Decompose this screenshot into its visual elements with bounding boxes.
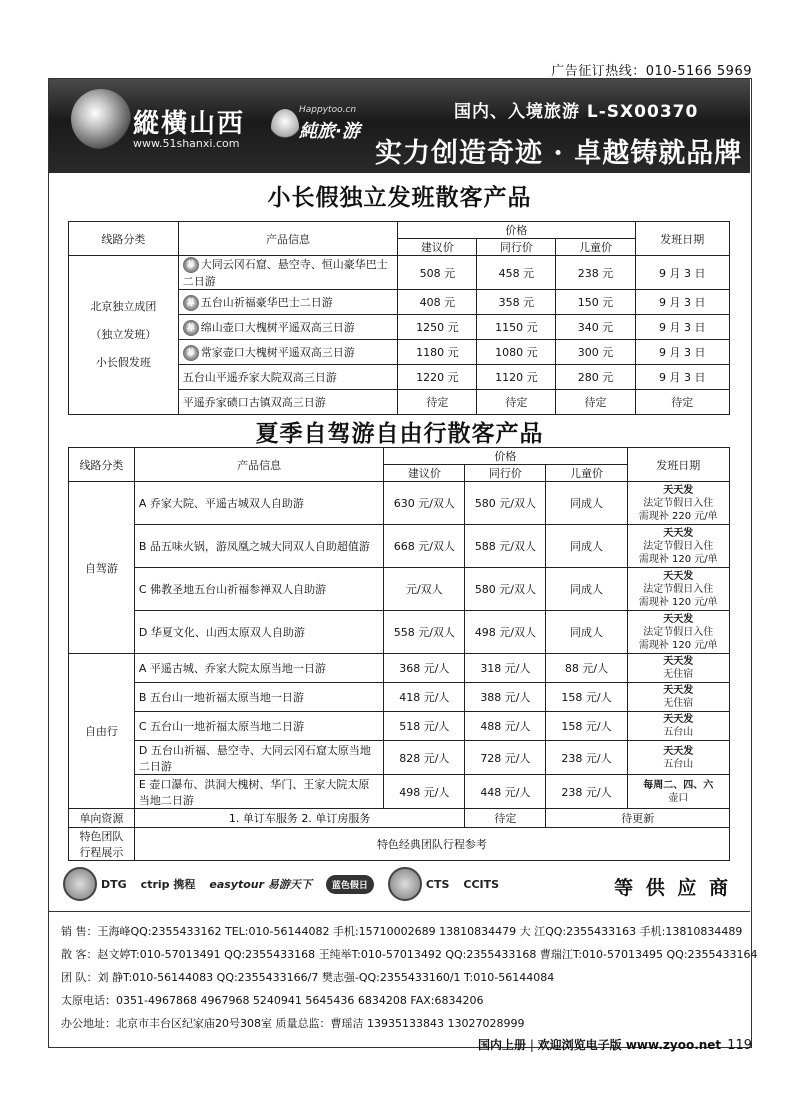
logo-ctrip: ctrip 携程 [140,878,196,891]
logo-cts: CTS [388,867,450,901]
date-cell: 每周二、四、六 壶口 [627,775,729,809]
category-cell: 北京独立成团 （独立发班） 小长假发班 [69,256,179,415]
logo-blue-holiday: 蓝色假日 [326,875,374,894]
header-suggested: 建议价 [398,239,477,256]
product-cell: B 品五味火锅，游凤凰之城大同双人自助超值游 [134,525,383,568]
logo-ccits: CCITS [463,877,500,891]
date-cell: 天天发 法定节假日入住 需现补 120 元/单 [627,525,729,568]
dtg-icon [63,867,97,901]
header-category: 线路分类 [69,448,135,482]
header-trade: 同行价 [465,465,546,482]
header-banner [49,79,750,173]
single-resource-label: 单向资源 [69,809,135,828]
group-label: 特色团队 行程展示 [69,828,135,861]
single-resource-content: 1. 单订车服务 2. 单订房服务 [134,809,464,828]
partner-logo-icon [271,109,299,145]
contact-address: 办公地址：北京市丰台区纪家庙20号308室 质量总监：曹瑶洁 13935133843 13027028999 [61,1017,525,1030]
group-content: 特色经典团队行程参考 [134,828,729,861]
company-name: 縱橫山西 [133,109,246,139]
product-cell: B 五台山一地祈福太原当地一日游 [134,683,383,712]
product-cell: 荐 绵山壶口大槐树平遥双高三日游 [178,315,398,340]
header-product: 产品信息 [134,448,383,482]
contact-sales: 销 售：王海峰QQ:2355433162 TEL:010-56144082 手机:15710002689 13810834479 大 江QQ:2355433163 手机:13810834489 [61,925,743,938]
product-cell: D 五台山祈福、悬空寺、大同云冈石窟太原当地二日游 [134,741,383,775]
partner-url: Happytoo.cn [299,105,357,115]
recommend-badge-icon: 荐 [183,345,199,361]
cts-icon [388,867,422,901]
header-date: 发班日期 [627,448,729,482]
partner-name: 純旅·游 [299,121,360,142]
page-number: 119 [727,1038,752,1053]
date-cell: 天天发 无住宿 [627,654,729,683]
product-cell: D 华夏文化、山西太原双人自助游 [134,611,383,654]
category-self-drive: 自驾游 [69,482,135,654]
header-product: 产品信息 [178,222,398,256]
product-cell: A 乔家大院、平遥古城双人自助游 [134,482,383,525]
header-date: 发班日期 [635,222,729,256]
header-child: 儿童价 [556,239,635,256]
company-logo-icon [71,89,131,149]
contact-info [49,911,758,1035]
advertisement-page [48,78,758,1048]
product-cell: 荐 五台山祈福豪华巴士二日游 [178,290,398,315]
date-cell: 天天发 五台山 [627,712,729,741]
recommend-badge-icon: 荐 [183,257,199,273]
date-cell: 天天发 无住宿 [627,683,729,712]
product-cell: 五台山平遥乔家大院双高三日游 [178,365,398,390]
date-cell: 天天发 法定节假日入住 需现补 120 元/单 [627,568,729,611]
holiday-products-table: 线路分类 产品信息 价格 发班日期 建议价 同行价 儿童价 北京独立成团 （独立发班） 小长假发班 荐 大同云冈石窟、悬空寺、恒山豪华巴士二日游 508 元 458 元 238 元 9 月 3 日 荐 五台山祈福豪华巴士二日游 408 元 358 元 150 元 9 月 3 日 荐 绵山壶口大槐树平遥双高三日游 1250 元 1150 元 340 元 9 月 3 日 荐 常家壶口大槐树平遥双高三日游 1180 元 1080 元 300 元 9 月 3 日 五台山平遥乔家大院双高三日游 1220 元 1120 元 280 元 9 月 3 日 平遥乔家碛口古镇双高三日游 待定 待定 待定 待定 [68,221,730,415]
recommend-badge-icon: 荐 [183,320,199,336]
footer-ebook: 欢迎浏览电子版 www.zyoo.net [537,1038,722,1052]
license-number: 国内、入境旅游 L-SX00370 [454,102,699,122]
footer-volume: 国内上册 [477,1038,526,1052]
product-cell: A 平遥古城、乔家大院太原当地一日游 [134,654,383,683]
page-footer: 国内上册 | 欢迎浏览电子版 www.zyoo.net 119 [477,1038,752,1053]
date-cell: 天天发 法定节假日入住 需现补 220 元/单 [627,482,729,525]
contact-individual: 散 客：赵文婷T:010-57013491 QQ:2355433168 王纯举T:010-57013492 QQ:2355433168 曹瑞江T:010-57013495 QQ:2355433164 [61,948,758,961]
contact-taiyuan: 太原电话：0351-4967868 4967968 5240941 5645436 6834208 FAX:6834206 [61,994,484,1007]
company-url: www.51shanxi.com [133,137,240,150]
logo-easytour: easytour 易游天下 [209,878,312,891]
product-cell: C 五台山一地祈福太原当地二日游 [134,712,383,741]
section2-title: 夏季自驾游自由行散客产品 [255,421,544,447]
supplier-label: 等 供 应 商 [614,877,731,899]
single-resource-price: 待定 [465,809,546,828]
header-price: 价格 [384,448,627,465]
self-drive-products-table: 线路分类 产品信息 价格 发班日期 建议价 同行价 儿童价 自驾游 A 乔家大院、平遥古城双人自助游 630 元/双人 580 元/双人 同成人 天天发 法定节假日入住 需现补 220 元/单 B 品五味火锅，游凤凰之城大同双人自助超值游 668 元/双人 588 元/双人 同成人 天天发 法定节假日入住 需现补 120 元/单 C 佛教圣地五台山祈福参禅双人自助游 元/双人 580 元/双人 同成人 天天发 法定节假日入住 需现补 120 元/单 D 华夏文化、山西太原双人自助游 558 元/双人 498 元/双人 同成人 天天发 法定节假日入住 需现补 120 元/单 自由行 A 平遥古城、乔家大院太原当地一日游 368 元/人 318 元/人 88 元/人 天天发 无住宿 B 五台山一地祈福太原当地一日游 418 元/人 388 元/人 158 元/人 天天发 无住宿 C 五台山一地祈福太原当地二日游 518 元/人 488 元/人 158 元/人 天天发 五台山 D 五台山祈福、悬空寺、大同云冈石窟太原当地二日游 828 元/人 728 元/人 238 元/人 天天发 五台山 E 壶口瀑布、洪洞大槐树、华门、王家大院太原当地二日游 498 元/人 448 元/人 238 元/人 每周二、四、六 壶口 单向资源 1. 单订车服务 2. 单订房服务 待定 待更新 特色团队 行程展示 特色经典团队行程参考 [68,447,730,861]
header-suggested: 建议价 [384,465,465,482]
single-resource-date: 待更新 [546,809,730,828]
product-cell: C 佛教圣地五台山祈福参禅双人自助游 [134,568,383,611]
header-category: 线路分类 [69,222,179,256]
date-cell: 天天发 法定节假日入住 需现补 120 元/单 [627,611,729,654]
header-trade: 同行价 [477,239,556,256]
product-cell: 荐 常家壶口大槐树平遥双高三日游 [178,340,398,365]
product-cell: E 壶口瀑布、洪洞大槐树、华门、王家大院太原当地二日游 [134,775,383,809]
ad-hotline: 广告征订热线：010-5166 5969 [551,64,752,79]
recommend-badge-icon: 荐 [183,295,199,311]
category-free-travel: 自由行 [69,654,135,809]
product-cell: 平遥乔家碛口古镇双高三日游 [178,390,398,415]
contact-group: 团 队：刘 静T:010-56144083 QQ:2355433166/7 樊志强-QQ:2355433160/1 T:010-56144084 [61,971,555,984]
logo-dtg: DTG [63,867,127,901]
product-cell: 荐 大同云冈石窟、悬空寺、恒山豪华巴士二日游 [178,256,398,290]
section1-title: 小长假独立发班散客产品 [267,185,532,211]
header-price: 价格 [398,222,635,239]
header-child: 儿童价 [546,465,627,482]
slogan: 实力创造奇迹 · 卓越铸就品牌 [375,138,743,169]
date-cell: 天天发 五台山 [627,741,729,775]
